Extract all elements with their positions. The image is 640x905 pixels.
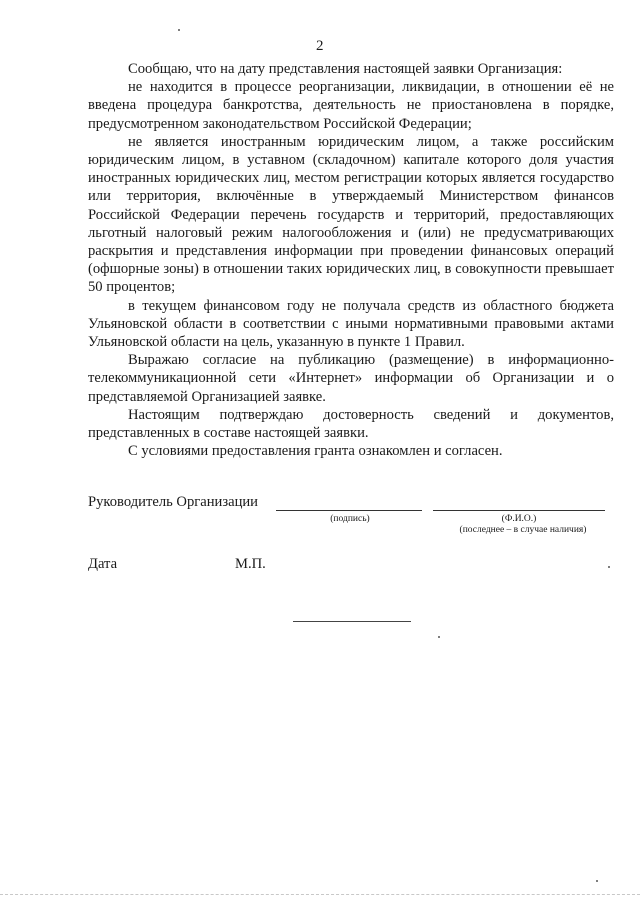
fio-caption: (Ф.И.О.) <box>501 514 537 524</box>
paragraph-confirmation: Настоящим подтверждаю достоверность сведений и документов, представленных в составе настоящей заявки. <box>88 406 614 442</box>
scan-speck <box>596 880 598 882</box>
signature-line <box>276 510 422 511</box>
stamp-label: М.П. <box>235 556 266 572</box>
paragraph-no-budget-funds: в текущем финансовом году не получала средств из областного бюджета Ульяновской области в соответствии с иными нормативными правовыми актами Ульяновской области на цель, указанную в пункте 1 Правил. <box>88 297 614 351</box>
page-number: 2 <box>316 38 324 54</box>
paragraph-terms-agreement: С условиями предоставления гранта ознакомлен и согласен. <box>128 443 503 460</box>
signature-block <box>88 492 614 552</box>
fio-line <box>433 510 605 511</box>
closing-rule <box>293 621 411 622</box>
paragraph-intro: Сообщаю, что на дату представления настоящей заявки Организация: <box>128 61 563 77</box>
signature-label: Руководитель Организации <box>88 494 258 510</box>
signature-caption: (подпись) <box>330 514 370 524</box>
scan-speck <box>438 636 440 638</box>
fio-note-caption: (последнее – в случае наличия) <box>459 525 587 535</box>
scan-speck <box>178 29 180 31</box>
scan-speck <box>608 566 610 568</box>
paragraph-not-foreign: не является иностранным юридическим лицом, а также российским юридическим лицом, в уставном (складочном) капитале которого доля участия иностранных юридических лиц, местом регистрации которых является государство или территория, включённые в утверждаемый Министерством финансов Российской Федерации перечень государств и территорий, предоставляющих льготный налоговый режим налогообложения и (или) не предусматривающих раскрытия и представления информации при проведении финансовых операций (офшорные зоны) в отношении таких юридических лиц, в совокупности превышает 50 процентов; <box>88 133 614 296</box>
paragraph-publication-consent: Выражаю согласие на публикацию (размещение) в информационно-телекоммуникационной сети «Интернет» информации об Организации и о представляемой Организацией заявке. <box>88 352 614 405</box>
scan-edge <box>0 894 640 895</box>
body-text <box>88 60 614 460</box>
date-label: Дата <box>88 556 118 572</box>
paragraph-no-reorganization: не находится в процессе реорганизации, ликвидации, в отношении её не введена процедура банкротства, деятельность не приостановлена в порядке, предусмотренном законодательством Российской Федерации; <box>88 79 614 132</box>
